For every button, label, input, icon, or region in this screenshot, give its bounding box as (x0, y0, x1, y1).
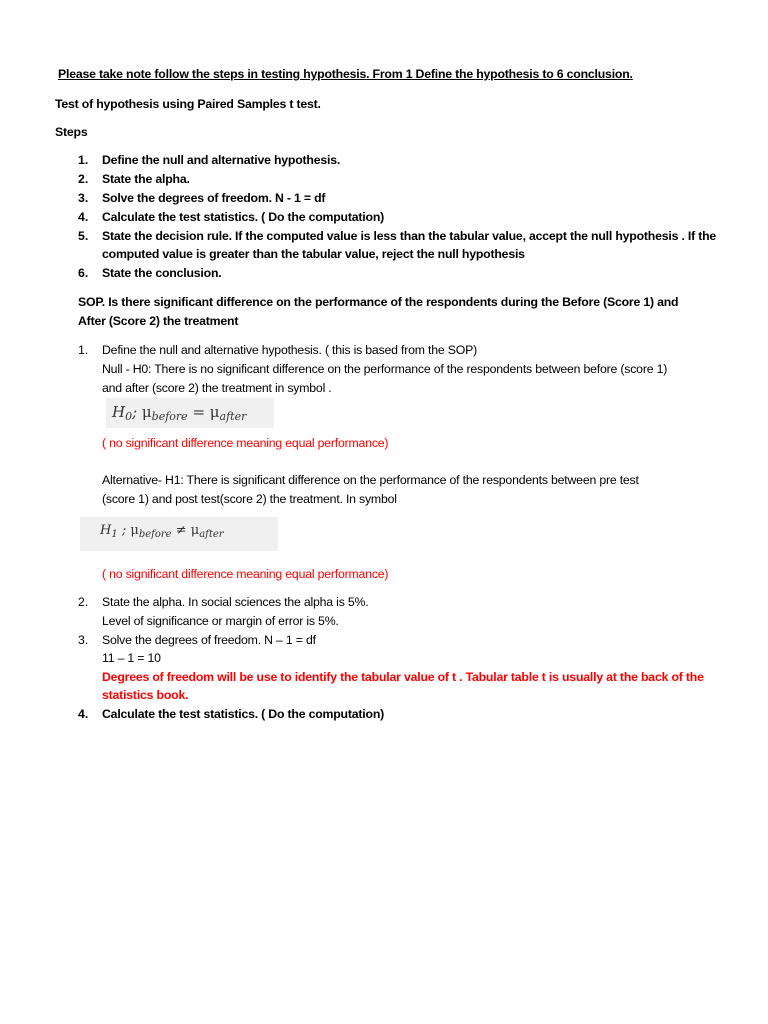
step-number: 5. (78, 229, 89, 243)
formula-mu: μ (141, 403, 152, 421)
formula-subscript: after (219, 410, 247, 423)
sop-line: After (Score 2) the treatment (78, 314, 239, 328)
formula-mu: μ (209, 403, 220, 421)
section-number: 4. (78, 707, 89, 721)
formula-operator: ≠ (171, 523, 191, 538)
formula-subscript: 1 (111, 529, 118, 540)
section-number: 2. (78, 595, 89, 609)
section3-calculation: 11 – 1 = 10 (102, 651, 161, 665)
header-note: Please take note follow the steps in testing hypothesis. From 1 Define the hypothesis to 6 conclusion. (58, 67, 633, 81)
section4-text: Calculate the test statistics. ( Do the computation) (102, 707, 385, 721)
section3-note: Degrees of freedom will be use to identify the tabular value of t . Tabular table t is usually at the back of the (102, 670, 704, 684)
test-title: Test of hypothesis using Paired Samples t test. (55, 97, 321, 111)
formula-operator: = (187, 403, 210, 421)
step-text: Define the null and alternative hypothesis. (102, 153, 341, 167)
null-hypothesis-text: and after (score 2) the treatment in symbol . (102, 381, 332, 395)
section3-note: statistics book. (102, 688, 189, 702)
step-text: Solve the degrees of freedom. N - 1 = df (102, 191, 326, 205)
step-text-continued: computed value is greater than the tabular value, reject the null hypothesis (102, 247, 525, 261)
step-text: State the alpha. (102, 172, 190, 186)
formula-separator: ; (132, 403, 142, 421)
formula-subscript: 0 (125, 410, 133, 423)
step-number: 2. (78, 172, 89, 186)
alternative-hypothesis-text: Alternative- H1: There is significant difference on the performance of the respondents between pre test (102, 473, 639, 487)
section2-text: State the alpha. In social sciences the alpha is 5%. (102, 595, 369, 609)
section-number: 3. (78, 633, 89, 647)
formula-separator: ; (117, 523, 131, 538)
section2-text: Level of significance or margin of error is 5%. (102, 614, 339, 628)
alternative-hypothesis-text: (score 1) and post test(score 2) the treatment. In symbol (102, 492, 397, 506)
formula-symbol: H (112, 403, 126, 421)
step-number: 1. (78, 153, 89, 167)
formula-mu: μ (190, 523, 200, 538)
sop-line: SOP. Is there significant difference on the performance of the respondents during the Before (Score 1) and (78, 295, 679, 309)
step-number: 6. (78, 266, 89, 280)
section1-heading: Define the null and alternative hypothesis. ( this is based from the SOP) (102, 343, 478, 357)
step-number: 4. (78, 210, 89, 224)
step-number: 3. (78, 191, 89, 205)
null-note: ( no significant difference meaning equal performance) (102, 436, 389, 450)
formula-mu: μ (130, 523, 139, 538)
null-hypothesis-formula (106, 398, 274, 428)
section-number: 1. (78, 343, 89, 357)
formula-symbol: H (100, 523, 112, 538)
alternative-hypothesis-formula (80, 517, 278, 551)
formula-subscript: after (199, 529, 224, 540)
formula-subscript: before (138, 529, 172, 540)
steps-heading: Steps (55, 125, 88, 139)
null-hypothesis-text: Null - H0: There is no significant difference on the performance of the respondents between before (score 1) (102, 362, 668, 376)
step-text: State the conclusion. (102, 266, 222, 280)
alternative-note: ( no significant difference meaning equal performance) (102, 567, 389, 581)
step-text: State the decision rule. If the computed value is less than the tabular value, accept the null hypothesis . If the (102, 229, 717, 243)
section3-text: Solve the degrees of freedom. N – 1 = df (102, 633, 316, 647)
step-text: Calculate the test statistics. ( Do the computation) (102, 210, 385, 224)
formula-subscript: before (151, 410, 188, 423)
